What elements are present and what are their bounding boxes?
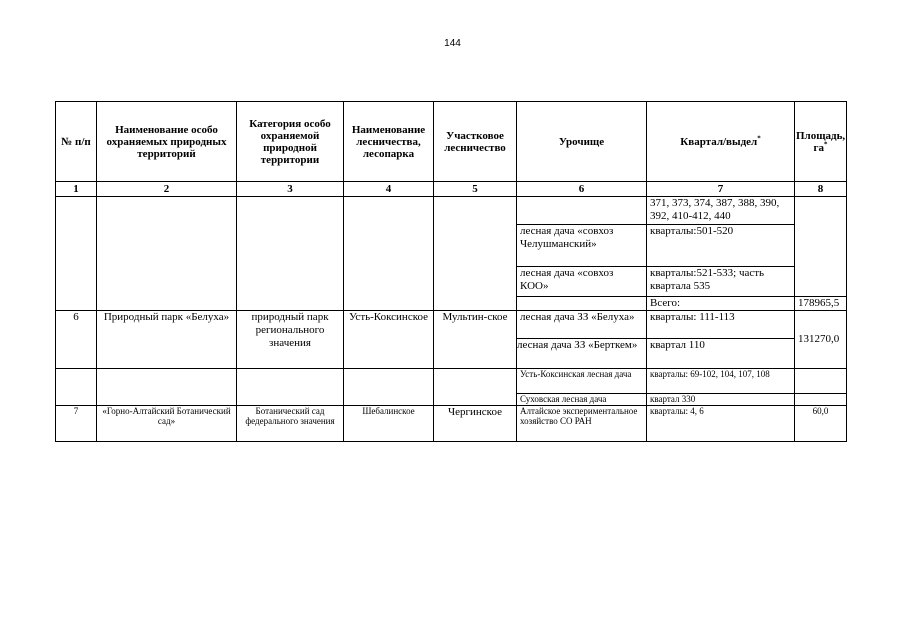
quarter-cell: кварталы: 69-102, 104, 107, 108 — [647, 369, 795, 394]
area-name: Природный парк «Белуха» — [97, 311, 237, 369]
table-header-row — [56, 102, 847, 182]
column-number: 8 — [795, 182, 847, 197]
table-row — [56, 369, 847, 394]
quarter-cell: кварталы:521-533; часть квартала 535 — [647, 267, 795, 297]
total-value: 178965,5 — [795, 297, 847, 311]
district-forestry: Мультин-ское — [434, 311, 517, 369]
empty-cell — [344, 197, 434, 311]
empty-cell — [237, 369, 344, 406]
quarter-cell: кварталы:501-520 — [647, 225, 795, 267]
header-area: Площадь, га* — [795, 102, 847, 182]
column-number-row — [56, 182, 847, 197]
area-category: природный парк регионального значения — [237, 311, 344, 369]
tract-cell — [517, 197, 647, 225]
tract-cell: лесная дача ЗЗ «Берткем» — [517, 339, 647, 369]
quarter-cell: квартал 330 — [647, 394, 795, 406]
footnote-mark: * — [757, 133, 761, 142]
empty-cell — [344, 369, 434, 406]
footnote-mark: * — [824, 139, 828, 148]
header-quarter: Квартал/выдел* — [647, 102, 795, 182]
quarter-cell: кварталы: 111-113 — [647, 311, 795, 339]
column-number: 1 — [56, 182, 97, 197]
area-cell: 60,0 — [795, 406, 847, 442]
tract-cell: лесная дача «совхоз КОО» — [517, 267, 647, 297]
header-category: Категория особо охраняемой природной территории — [237, 102, 344, 182]
area-cell — [795, 369, 847, 394]
page-number: 144 — [444, 38, 461, 49]
row-number: 7 — [56, 406, 97, 442]
column-number: 6 — [517, 182, 647, 197]
empty-cell — [434, 197, 517, 311]
tract-cell: Алтайское экспериментальное хозяйство СО РАН — [517, 406, 647, 442]
column-number: 2 — [97, 182, 237, 197]
total-label: Всего: — [647, 297, 795, 311]
header-tract: Урочище — [517, 102, 647, 182]
header-area-name: Наименование особо охраняемых природных территорий — [97, 102, 237, 182]
column-number: 7 — [647, 182, 795, 197]
area-cell — [795, 394, 847, 406]
area-name: «Горно-Алтайский Ботанический сад» — [97, 406, 237, 442]
empty-cell — [97, 369, 237, 406]
area-category: Ботанический сад федерального значения — [237, 406, 344, 442]
header-district-forestry: Участковое лесничество — [434, 102, 517, 182]
area-cell: 131270,0 — [795, 311, 847, 369]
empty-cell — [97, 197, 237, 311]
header-forestry: Наименование лесничества, лесопарка — [344, 102, 434, 182]
table-row — [56, 197, 847, 225]
empty-cell — [56, 369, 97, 406]
column-number: 4 — [344, 182, 434, 197]
quarter-cell: квартал 110 — [647, 339, 795, 369]
tract-cell: лесная дача «совхоз Челушманский» — [517, 225, 647, 267]
empty-cell — [434, 369, 517, 406]
column-number: 5 — [434, 182, 517, 197]
table-row — [56, 311, 847, 339]
column-number: 3 — [237, 182, 344, 197]
row-number: 6 — [56, 311, 97, 369]
quarter-cell: 371, 373, 374, 387, 388, 390, 392, 410-412, 440 — [647, 197, 795, 225]
quarter-cell: кварталы: 4, 6 — [647, 406, 795, 442]
tract-cell: Суховская лесная дача — [517, 394, 647, 406]
header-number: № п/п — [56, 102, 97, 182]
tract-cell: Усть-Коксинская лесная дача — [517, 369, 647, 394]
empty-cell — [237, 197, 344, 311]
area-cell — [795, 197, 847, 297]
empty-cell — [56, 197, 97, 311]
table-row — [56, 406, 847, 442]
district-forestry: Чергинское — [434, 406, 517, 442]
forestry-name: Шебалинское — [344, 406, 434, 442]
empty-cell — [517, 297, 647, 311]
protected-areas-table — [55, 101, 847, 442]
forestry-name: Усть-Коксинское — [344, 311, 434, 369]
tract-cell: лесная дача ЗЗ «Белуха» — [517, 311, 647, 339]
